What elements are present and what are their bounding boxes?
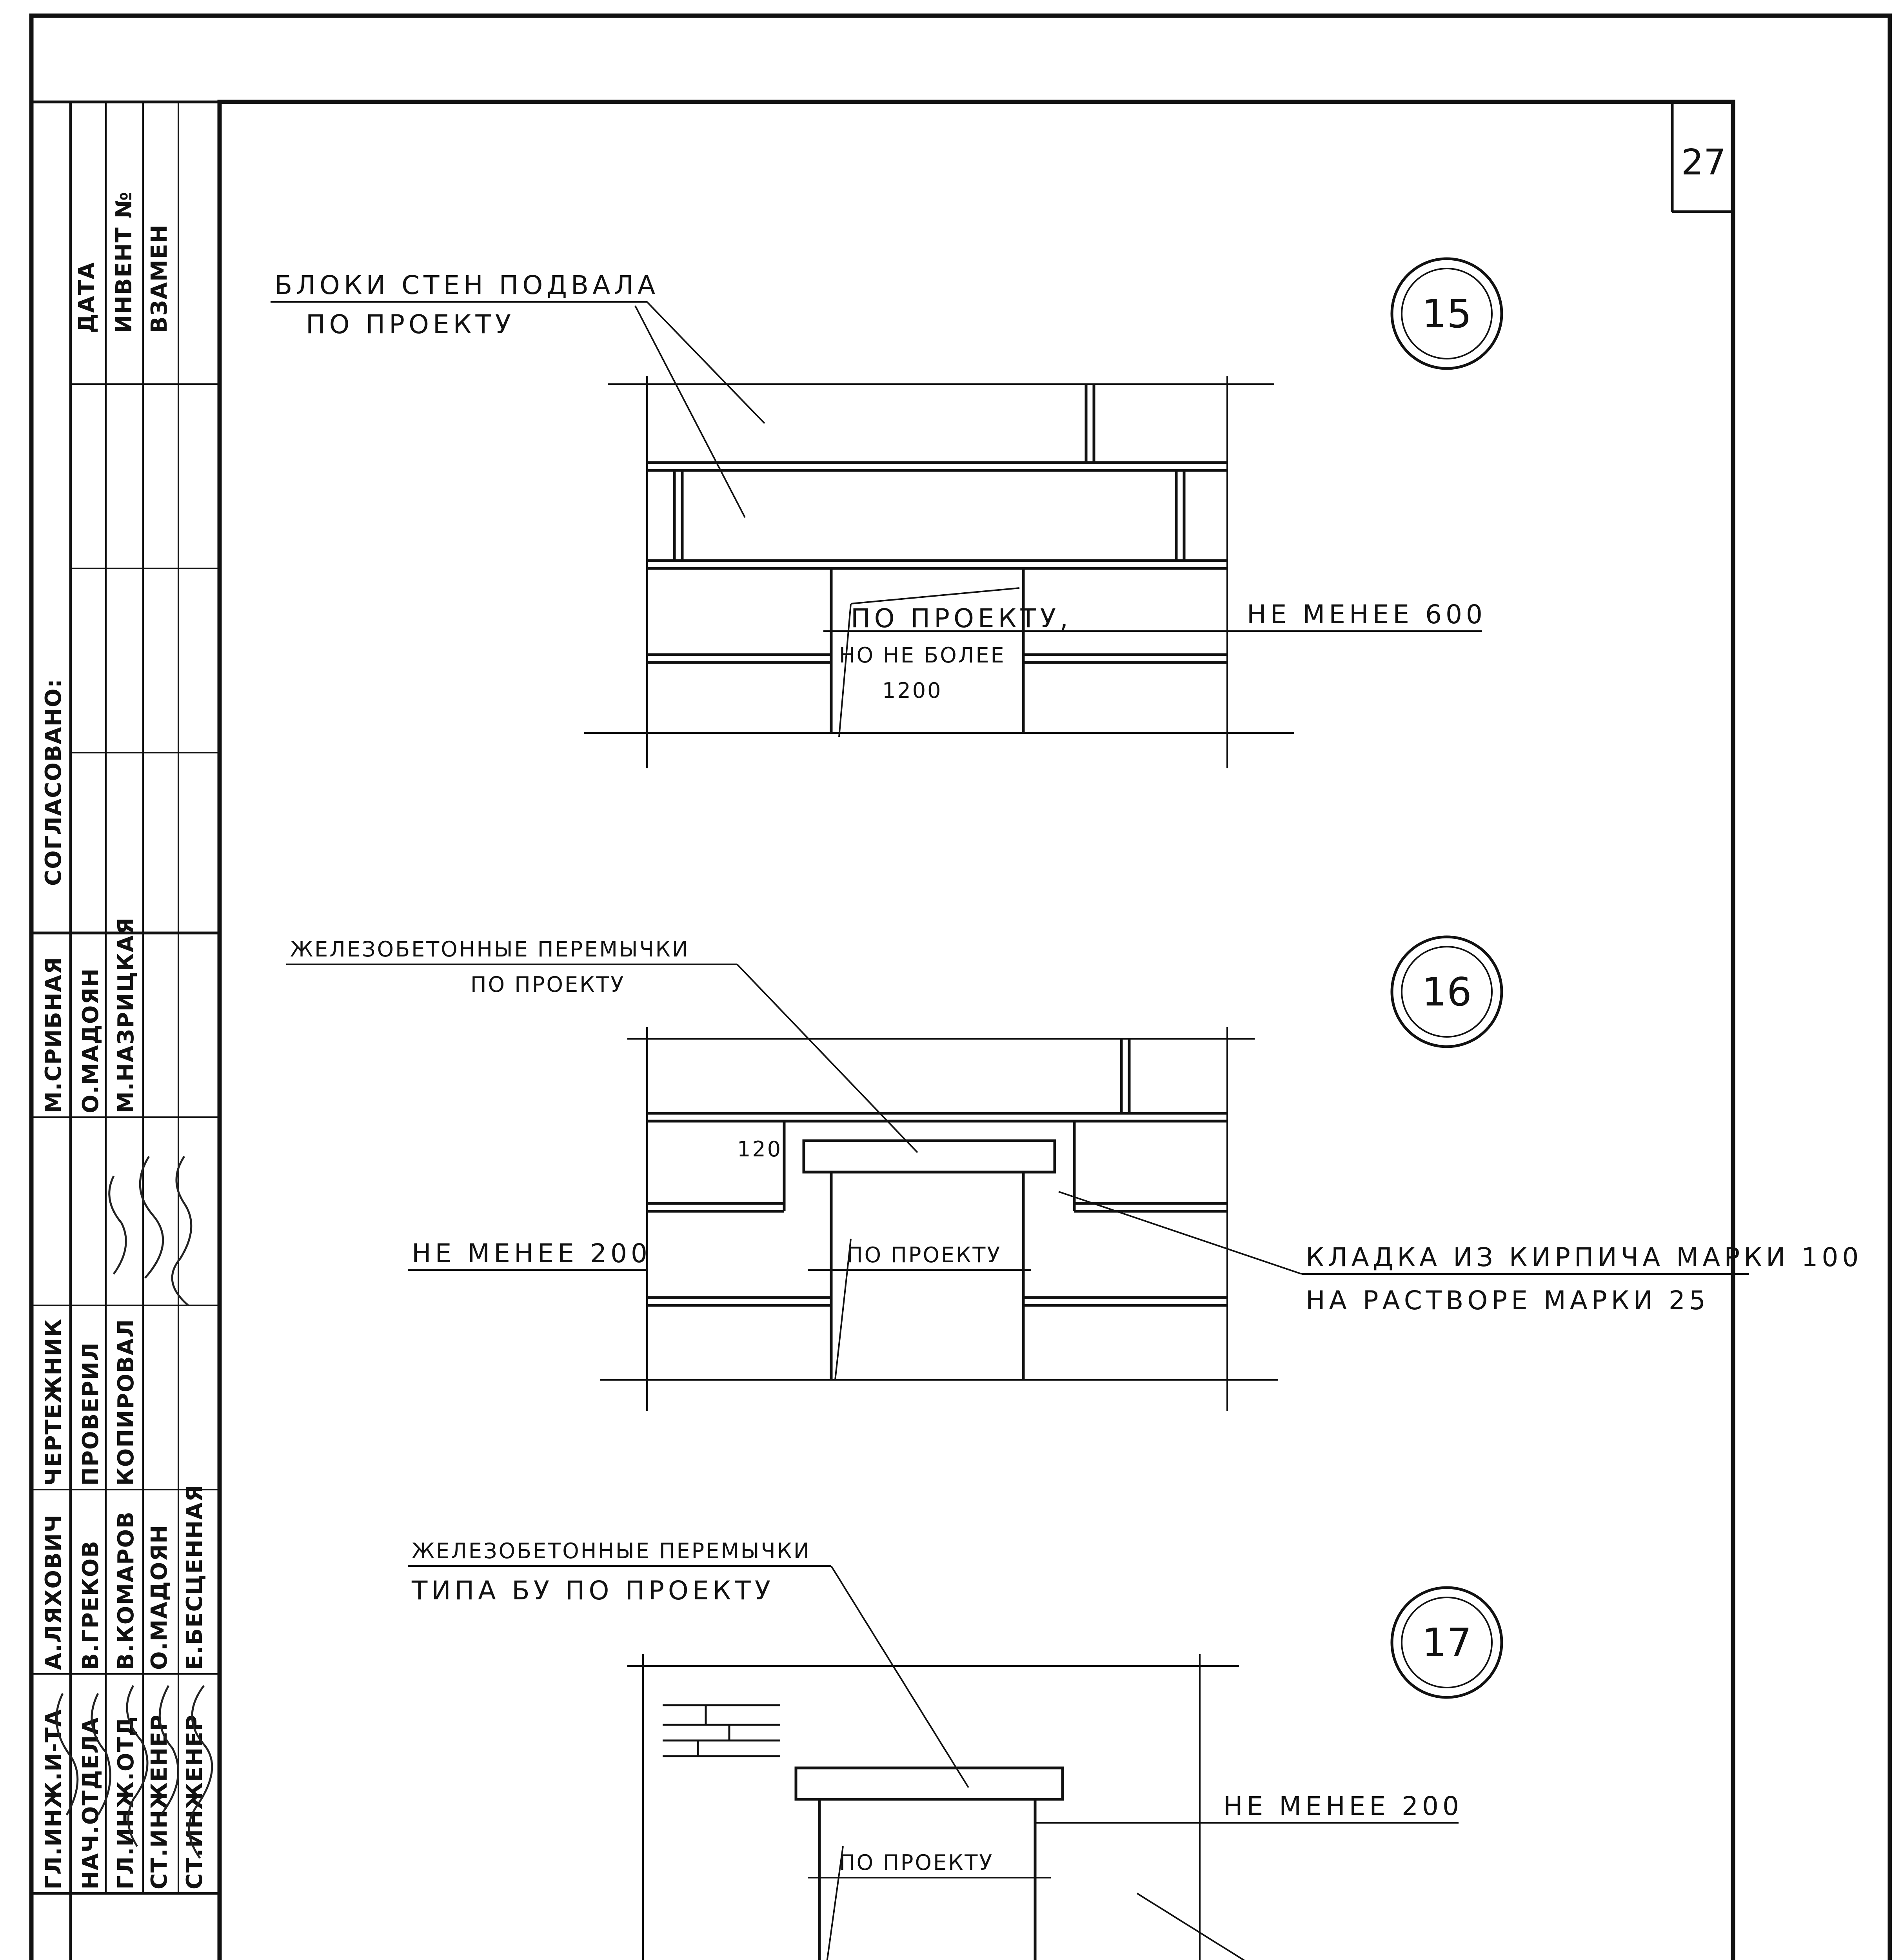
approver-3: М.НАЗРИЦКАЯ <box>113 916 139 1113</box>
side-stamp-block <box>26 102 220 1960</box>
detail-16-dim-120: 120 <box>737 1137 783 1161</box>
detail-16-marker: 16 <box>1422 969 1472 1015</box>
position-5: СТ.ИНЖЕНЕР <box>182 1714 207 1889</box>
detail-15-dim-2: НО НЕ БОЛЕЕ <box>839 643 1006 668</box>
approver-1: М.СРИБНАЯ <box>41 956 66 1113</box>
detail-17-label-1: ЖЕЛЕЗОБЕТОННЫЕ ПЕРЕМЫЧКИ <box>412 1539 811 1563</box>
role-checked: ПРОВЕРИЛ <box>78 1342 104 1486</box>
position-3: ГЛ.ИНЖ.ОТД <box>113 1716 139 1889</box>
person-2: В.ГРЕКОВ <box>78 1540 104 1670</box>
role-draftsman: ЧЕРТЕЖНИК <box>41 1318 66 1486</box>
detail-17-span-label: ПО ПРОЕКТУ <box>839 1850 994 1875</box>
detail-16-label-2: ПО ПРОЕКТУ <box>471 972 625 997</box>
position-4: СТ.ИНЖЕНЕР <box>147 1714 172 1889</box>
person-3: В.КОМАРОВ <box>113 1511 139 1670</box>
detail-16-min-label: НЕ МЕНЕЕ 200 <box>412 1238 651 1269</box>
detail-16 <box>286 937 1862 1411</box>
person-5: Е.БЕСЦЕННАЯ <box>182 1484 207 1670</box>
detail-15 <box>271 259 1502 768</box>
position-2: НАЧ.ОТДЕЛА <box>78 1717 104 1889</box>
person-4: О.МАДОЯН <box>147 1524 172 1670</box>
detail-15-dim-3: 1200 <box>882 678 943 703</box>
detail-17-marker: 17 <box>1422 1620 1472 1666</box>
role-copied: КОПИРОВАЛ <box>113 1318 139 1486</box>
approver-2: О.МАДОЯН <box>78 967 104 1113</box>
detail-16-label-1: ЖЕЛЕЗОБЕТОННЫЕ ПЕРЕМЫЧКИ <box>290 937 690 962</box>
sheet-outer-border <box>31 16 1890 1960</box>
drawing-frame <box>220 102 1733 1960</box>
person-1: А.ЛЯХОВИЧ <box>41 1514 66 1670</box>
position-1: ГЛ.ИНЖ.И-ТА <box>41 1709 66 1889</box>
detail-17-min-label: НЕ МЕНЕЕ 200 <box>1223 1791 1463 1821</box>
detail-16-masonry-1: КЛАДКА ИЗ КИРПИЧА МАРКИ 100 <box>1306 1242 1863 1272</box>
approved-heading: СОГЛАСОВАНО: <box>41 678 66 886</box>
col-header-date: ДАТА <box>74 261 100 333</box>
col-header-replaces: ВЗАМЕН <box>147 224 172 333</box>
detail-17-label-2: ТИПА БУ ПО ПРОЕКТУ <box>412 1575 774 1606</box>
detail-16-masonry-2: НА РАСТВОРЕ МАРКИ 25 <box>1306 1285 1709 1316</box>
top-sheet-number: 27 <box>1681 142 1726 183</box>
detail-15-min-label: НЕ МЕНЕЕ 600 <box>1247 599 1486 630</box>
top-sheet-number-box <box>1672 102 1733 212</box>
detail-15-marker: 15 <box>1422 291 1472 337</box>
detail-15-label-1: БЛОКИ СТЕН ПОДВАЛА <box>274 270 659 300</box>
detail-15-dim-1: ПО ПРОЕКТУ, <box>851 603 1072 633</box>
detail-17 <box>408 1539 1749 1960</box>
detail-15-label-2: ПО ПРОЕКТУ <box>306 309 515 339</box>
col-header-inventory: ИНВЕНТ № <box>111 191 137 333</box>
detail-16-span-label: ПО ПРОЕКТУ <box>847 1243 1002 1267</box>
